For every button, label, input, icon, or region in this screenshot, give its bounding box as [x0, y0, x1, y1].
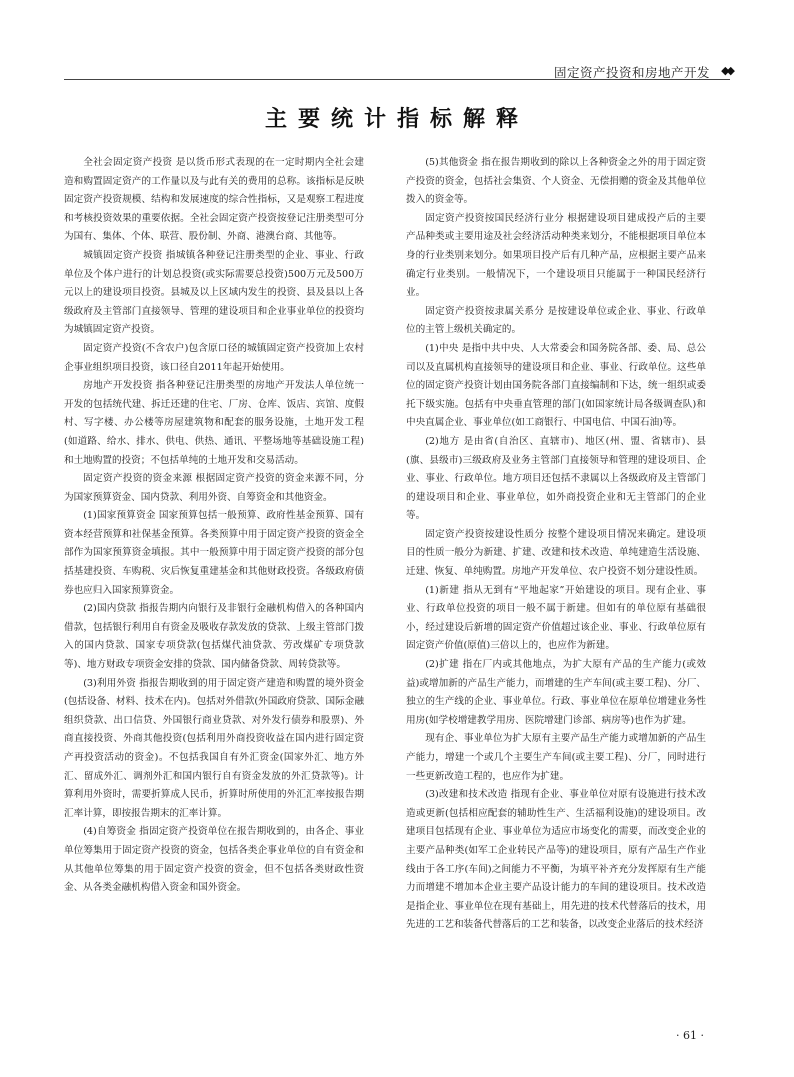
paragraph: 房地产开发投资 指各种登记注册类型的房地产开发法人单位统一开发的包括统代建、拆迁还建的住宅、厂房、仓库、饭店、宾馆、度假村、写字楼、办公楼等房屋建筑物和配套的服务设施，土地开发工程(如道路、给水、排水、供电、供热、通讯、平整场地等基础设施工程)和土地购置的投资；不包括单纯的土地开发和交易活动。 — [64, 380, 364, 466]
paragraph: 固定资产投资按国民经济行业分 根据建设项目建成投产后的主要产品种类或主要用途及社会经济活动种类来划分，不能根据项目单位本身的行业类别来划分。如果项目投产后有几种产品，应根据主要产品来确定行业类别。一般情况下，一个建设项目只能属于一种国民经济行业。 — [406, 212, 706, 299]
paragraph: (2)地方 是由省(自治区、直辖市)、地区(州、盟、省辖市)、县(旗、县级市)三级政府及业务主管部门直接领导和管理的建设项目、企业、事业、行政单位。地方项目还包括不隶属以上各级政府及主管部门的建设项目和企业、事业单位，如外商投资企业和无主管部门的企业等。 — [406, 435, 706, 522]
paragraph: 固定资产投资按隶属关系分 是按建设单位或企业、事业、行政单位的主管上级机关确定的。 — [406, 305, 706, 336]
page-title: 主要统计指标解释 — [264, 107, 529, 132]
paragraph: 城镇固定资产投资 指城镇各种登记注册类型的企业、事业、行政单位及个体户进行的计划总投资(或实际需要总投资)500万元及500万元以上的建设项目投资。县城及以上区域内发生的投资、县及县以上各级政府及主管部门直接领导、管理的建设项目和企业事业单位的投资均为城镇固定资产投资。 — [64, 249, 364, 336]
paragraph: 固定资产投资按建设性质分 按整个建设项目情况来确定。建设项目的性质一般分为新建、扩建、改建和技术改造、单纯建造生活设施、迁建、恢复、单纯购置。房地产开发单位、农户投资不划分建设性质。 — [406, 528, 706, 578]
diamond-ornament-icon: ◆◆ — [721, 64, 732, 77]
page-number: · 61 · — [676, 1029, 704, 1042]
paragraph: 现有企、事业单位为扩大原有主要产品生产能力或增加新的产品生产能力，增建一个或几个主要生产车间(或主要工程)、分厂，同时进行一些更新改造工程的，也应作为扩建。 — [406, 733, 706, 782]
paragraph: 全社会固定资产投资 是以货币形式表现的在一定时期内全社会建造和购置固定资产的工作量以及与此有关的费用的总称。该指标是反映固定资产投资规模、结构和发展速度的综合性指标，又是观察工程进度和考核投资效果的重要依据。全社会固定资产投资按登记注册类型可分为国有、集体、个体、联营、股份制、外商、港澳台商、其他等。 — [64, 157, 364, 243]
paragraph: (1)国家预算资金 国家预算包括一般预算、政府性基金预算、国有资本经营预算和社保基金预算。各类预算中用于固定资产投资的资金全部作为国家预算资金填报。其中一般预算中用于固定资产投资的部分包括基建投资、车购税、灾后恢复重建基金和其他财政投资。各级政府债券也应归入国家预算资金。 — [64, 510, 364, 596]
paragraph: (2)国内贷款 指报告期内向银行及非银行金融机构借入的各种国内借款，包括银行利用自有资金及吸收存款发放的贷款、上级主管部门拨入的国内贷款、国家专项贷款(包括煤代油贷款、劳改煤矿专项贷款等)、地方财政专项资金安排的贷款、国内储备贷款、周转贷款等。 — [64, 603, 364, 671]
paragraph: (5)其他资金 指在报告期收到的除以上各种资金之外的用于固定资产投资的资金，包括社会集资、个人资金、无偿捐赠的资金及其他单位拨入的资金等。 — [406, 157, 706, 206]
paragraph: (3)利用外资 指报告期收到的用于固定资产建造和购置的境外资金(包括设备、材料、技术在内)。包括对外借款(外国政府贷款、国际金融组织贷款、出口信贷、外国银行商业贷款、对外发行债券和股票)、外商直接投资、外商其他投资(包括利用外商投资收益在国内进行固定资产再投资活动的资金)。不包括我国自有外汇资金(国家外汇、地方外汇、留成外汇、调剂外汇和国内银行自有资金发放的外汇贷款等)。计算利用外资时，需要折算成人民币，折算时所使用的外汇汇率按报告期汇率计算，即按报告期末的汇率计算。 — [64, 677, 364, 819]
paragraph: (1)中央 是指中共中央、人大常委会和国务院各部、委、局、总公司以及直属机构直接领导的建设项目和企业、事业、行政单位。这些单位的固定资产投资计划由国务院各部门直接编制和下达，统一组织或委托下级实施。包括有中央垂直管理的部门(如国家统计局各级调查队)和中央直属企业、事业单位(如工商银行、中国电信、中国石油)等。 — [406, 342, 706, 429]
paragraph: (1)新建 指从无到有“平地起家”开始建设的项目。现有企业、事业、行政单位投资的项目一般不属于新建。但如有的单位原有基础很小，经过建设后新增的固定资产价值超过该企业、事业、行政单位原有固定资产价值(原值)三倍以上的，也应作为新建。 — [406, 584, 706, 652]
right-column — [406, 154, 706, 1034]
running-header: 固定资产投资和房地产开发 — [553, 65, 710, 80]
paragraph: (2)扩建 指在厂内或其他地点，为扩大原有产品的生产能力(或效益)或增加新的产品生产能力，而增建的生产车间(或主要工程)、分厂、独立的生产线的企业、事业单位。行政、事业单位在原单位增建业务性用房(如学校增建教学用房、医院增建门诊部、病房等)也作为扩建。 — [406, 659, 706, 726]
paragraph: (3)改建和技术改造 指现有企业、事业单位对原有设施进行技术改造或更新(包括相应配套的辅助性生产、生活福利设施)的建设项目。改建项目包括现有企业、事业单位为适应市场变化的需要，而改变企业的主要产品种类(如军工企业转民产品等)的建设项目，原有产品生产作业线由于各工序(车间)之间能力不平衡，为填平补齐充分发挥原有生产能力而增建不增加本企业主要产品设计能力的车间的建设项目。技术改造是指企业、事业单位在现有基础上，用先进的技术代替落后的技术，用先进的工艺和装备代替落后的工艺和装备，以改变企业落后的技术经济 — [406, 789, 706, 931]
paragraph: 固定资产投资(不含农户)包含原口径的城镇固定资产投资加上农村企事业组织项目投资，该口径自2011年起开始使用。 — [64, 342, 364, 373]
left-column — [64, 154, 364, 1034]
paragraph: (4)自筹资金 指固定资产投资单位在报告期收到的，由各企、事业单位筹集用于固定资产投资的资金，包括各类企事业单位的自有资金和从其他单位筹集的用于固定资产投资的资金，但不包括各类财政性资金、从各类金融机构借入资金和国外资金。 — [64, 826, 364, 894]
paragraph: 固定资产投资的资金来源 根据固定资产投资的资金来源不同，分为国家预算资金、国内贷款、利用外资、自筹资金和其他资金。 — [64, 473, 364, 503]
header-divider — [64, 79, 730, 80]
